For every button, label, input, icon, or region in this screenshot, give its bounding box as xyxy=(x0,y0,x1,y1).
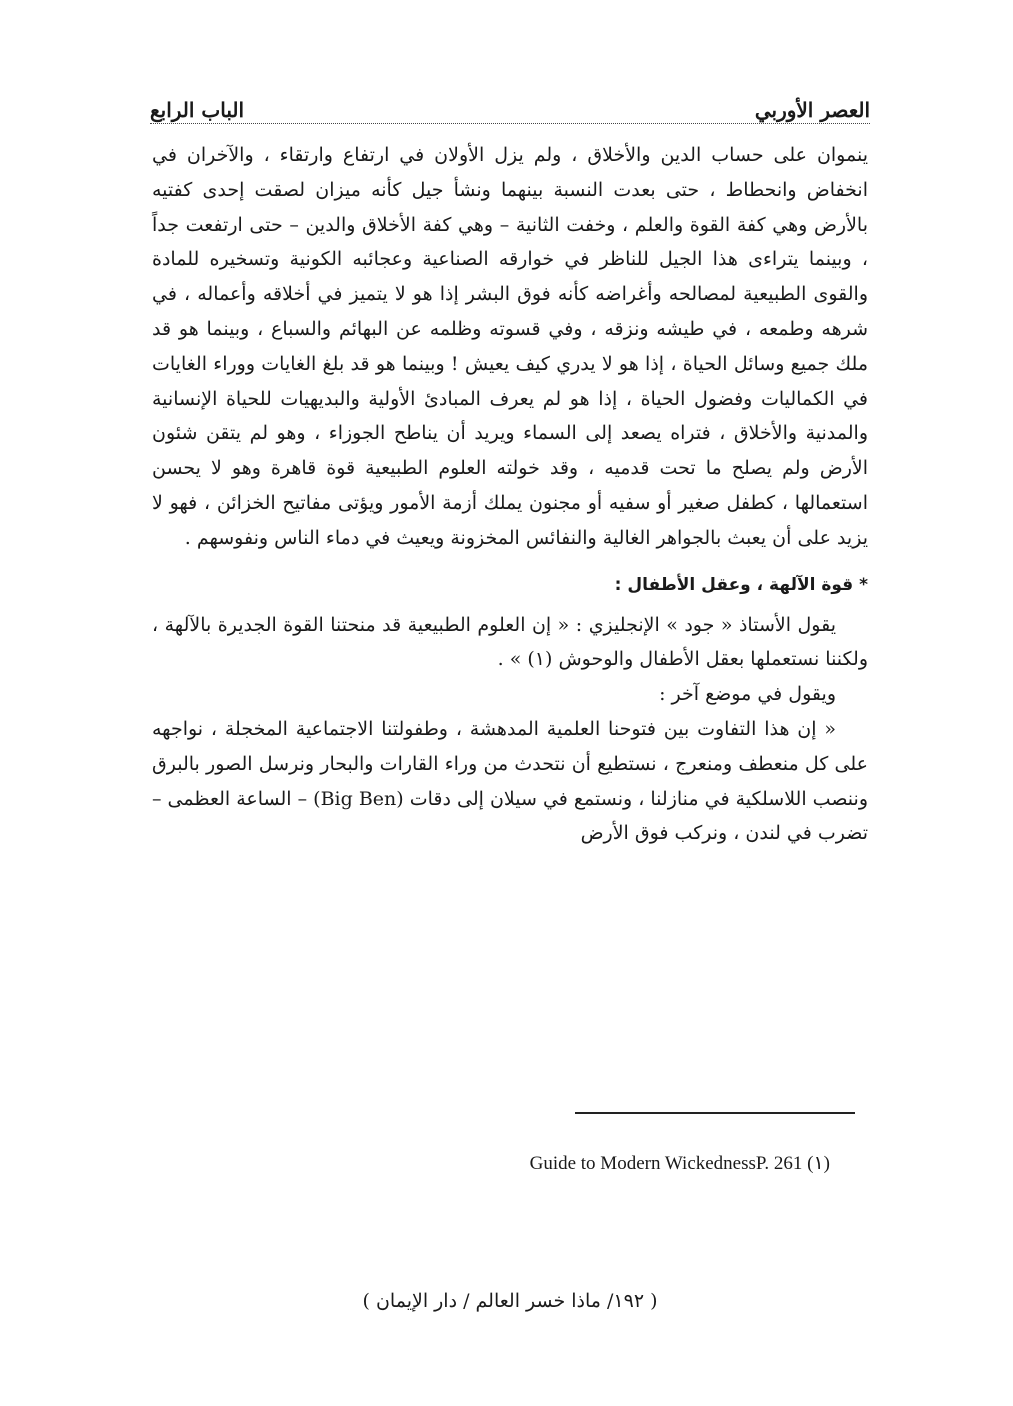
quote-intro-paragraph: يقول الأستاذ « جود » الإنجليزي : « إن العلوم الطبيعية قد منحتنا القوة الجديرة بالآلهة ، ولكننا نستعملها بعقل الأطفال والوحوش (١) » . xyxy=(152,613,868,671)
page-footer: ( ١٩٢/ ماذا خسر العالم / دار الإيمان ) xyxy=(362,1290,658,1312)
running-header xyxy=(150,88,870,122)
second-quote-paragraph: « إن هذا التفاوت بين فتوحنا العلمية المدهشة ، وطفولتنا الاجتماعية المخجلة ، نواجهه على كل منعطف ومنعرج ، نستطيع أن نتحدث من وراء القارات والبحار ونرسل الصور بالبرق وننصب اللاسلكية في منازلنا ، ونستمع في سيلان إلى دقات (Big Ben) – الساعة العظمى – تضرب في لندن ، ونركب فوق الأرض xyxy=(152,717,868,845)
section-heading: * قوة الآلهة ، وعقل الأطفال : xyxy=(614,574,868,595)
header-divider xyxy=(150,123,870,124)
footnote-divider xyxy=(575,1112,855,1114)
paragraph: ينموان على حساب الدين والأخلاق ، ولم يزل الأولان في ارتفاع وارتقاء ، والآخران في انخفاض وانحطاط ، حتى بعدت النسبة بينهما ونشأ جيل كأنه ميزان لصقت إحدى كفتيه بالأرض وهي كفة القوة والعلم ، وخفت الثانية – وهي كفة الأخلاق والدين – حتى ارتفعت جداً ، وبينما يتراءى هذا الجيل للناظر في خوارقه الصناعية وعجائبه الكونية وتسخيره للمادة والقوى الطبيعية لمصالحه وأغراضه كأنه فوق البشر إذا هو لا يتميز في أخلاقه وأعماله ، في شرهه وطمعه ، في طيشه ونزقه ، وفي قسوته وظلمه عن البهائم والسباع ، وبينما هو قد ملك جميع وسائل الحياة ، إذا هو لا يدري كيف يعيش ! وبينما هو قد بلغ الغايات ووراء الغايات في الكماليات وفضول الحياة ، إذا هو لم يعرف المبادئ الأولية والبديهيات للحياة الإنسانية والمدنية والأخلاق ، فتراه يصعد إلى السماء ويريد أن يناطح الجوزاء ، وهو لم يتقن شئون الأرض ولم يصلح ما تحت قدميه ، وقد خولته العلوم الطبيعية قوة قاهرة وهو لا يحسن استعمالها ، كطفل صغير أو سفيه أو مجنون يملك أزمة الأمور ويؤتى مفاتيح الخزائن ، فهو لا يزيد على أن يعبث بالجواهر الغالية والنفائس المخزونة ويعيث في دماء الناس ونفوسهم . xyxy=(152,144,869,549)
header-book-part: العصر الأوربي xyxy=(754,98,870,122)
header-chapter: الباب الرابع xyxy=(150,98,245,122)
footnote: Guide to Modern WickednessP. 261 (١) xyxy=(529,1153,830,1174)
second-intro-paragraph: ويقول في موضع آخر : xyxy=(659,683,836,706)
main-text xyxy=(152,138,868,851)
